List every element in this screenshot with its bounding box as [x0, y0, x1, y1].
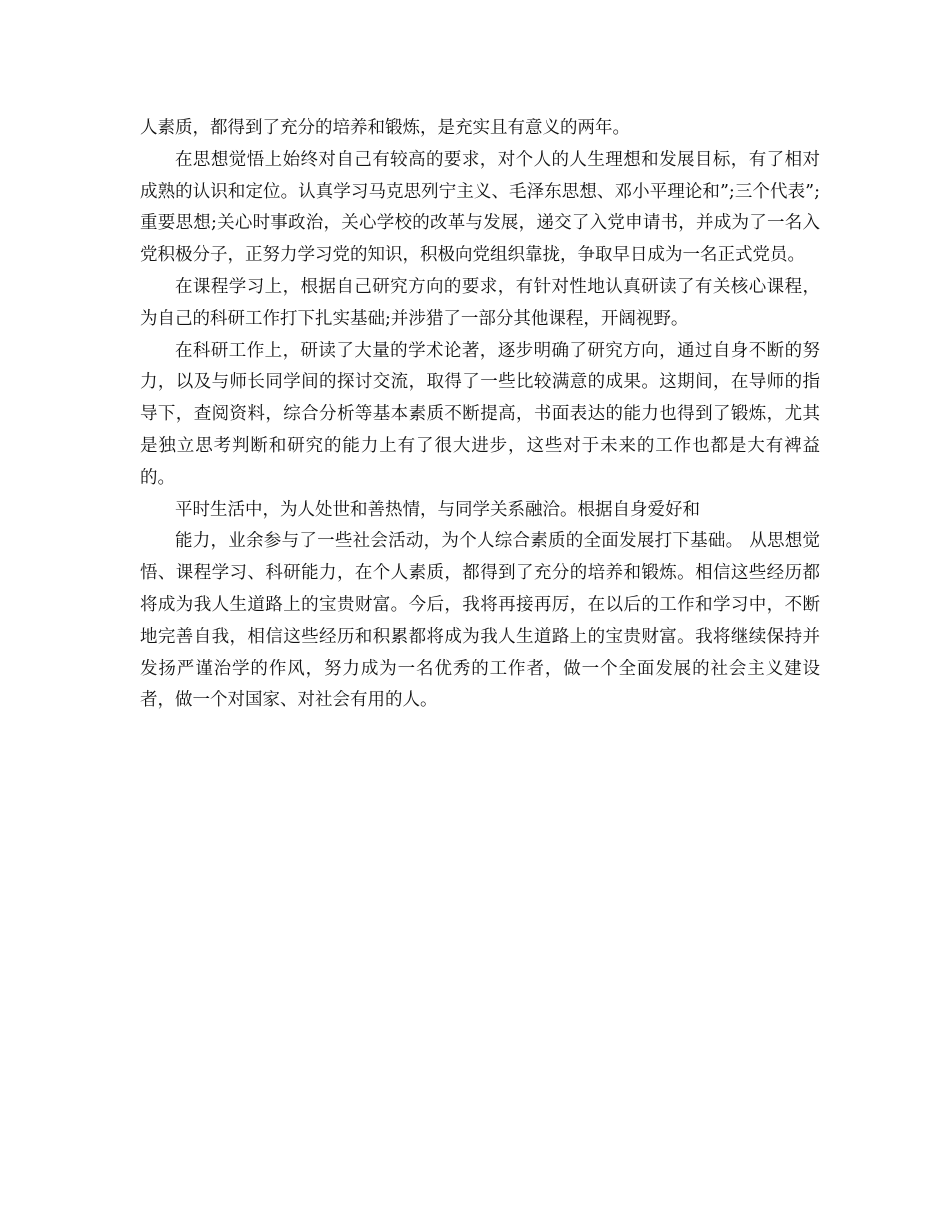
- paragraph-6: 能力，业余参与了一些社会活动，为个人综合素质的全面发展打下基础。 从思想觉悟、课程学习、科研能力，在个人素质，都得到了充分的培养和锻炼。相信这些经历都将成为我人生道路上的宝贵财富。今后，我将再接再厉，在以后的工作和学习中，不断地完善自我，相信这些经历和积累都将成为我人生道路上的宝贵财富。我将继续保持并发扬严谨治学的作风，努力成为一名优秀的工作者，做一个全面发展的社会主义建设者，做一个对国家、对社会有用的人。: [140, 531, 820, 711]
- paragraph-2: 在思想觉悟上始终对自己有较高的要求，对个人的人生理想和发展目标，有了相对成熟的认识和定位。认真学习马克思列宁主义、毛泽东思想、邓小平理论和”;三个代表”;重要思想;关心时事政治，关心学校的改革与发展，递交了入党申请书，并成为了一名入党积极分子，正努力学习党的知识，积极向党组织靠拢，争取早日成为一名正式党员。: [140, 149, 820, 266]
- paragraph-3: 在课程学习上，根据自己研究方向的要求，有针对性地认真研读了有关核心课程，为自己的科研工作打下扎实基础;并涉猎了一部分其他课程，开阔视野。: [140, 276, 820, 329]
- document-body: [140, 113, 820, 717]
- paragraph-5: 平时生活中，为人处世和善热情，与同学关系融洽。根据自身爱好和: [175, 499, 700, 520]
- paragraph-1: 人素质，都得到了充分的培养和锻炼，是充实且有意义的两年。: [140, 118, 630, 138]
- paragraph-4: 在科研工作上，研读了大量的学术论著，逐步明确了研究方向，通过自身不断的努力，以及与师长同学间的探讨交流，取得了一些比较满意的成果。这期间，在导师的指导下，查阅资料，综合分析等基本素质不断提高，书面表达的能力也得到了锻炼，尤其是独立思考判断和研究的能力上有了很大进步，这些对于未来的工作也都是大有裨益的。: [140, 340, 820, 488]
